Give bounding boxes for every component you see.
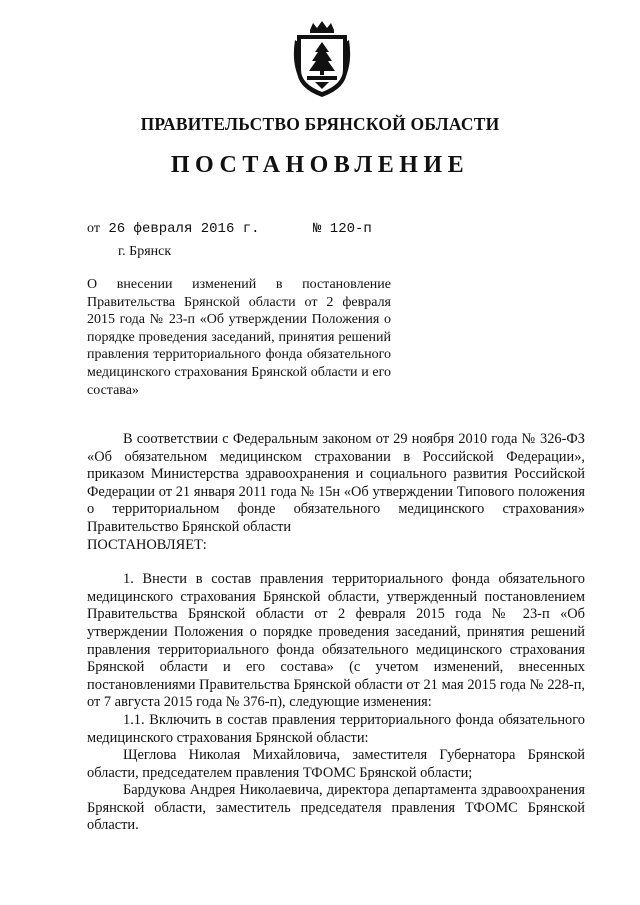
document-city: г. Брянск	[118, 244, 172, 259]
date-value: 26 февраля 2016 г.	[108, 221, 260, 237]
document-date	[87, 221, 260, 237]
paragraph-1-1-a: Щеглова Николая Михайловича, заместителя Губернатора Брянской области, председателем правления ТФОМС Брянской области;	[87, 747, 585, 781]
preamble-paragraph: В соответствии с Федеральным законом от 29 ноября 2010 года № 326-ФЗ «Об обязательном медицинском страховании в Российской Федерации», приказом Министерства здравоохранения и социального развития Российской Федерации от 21 января 2011 года № 15н «Об утверждении Типового положения о территориальном фонде обязательного медицинского страхования» Правительство Брянской области	[87, 431, 585, 535]
date-prefix: от	[87, 221, 100, 236]
coat-of-arms-icon	[293, 20, 351, 100]
paragraph-1-1-b: Бардукова Андрея Николаевича, директора департамента здравоохранения Брянской области, заместитель председателя правления ТФОМС Брянской области.	[87, 782, 585, 834]
paragraph-1-1: 1.1. Включить в состав правления территориального фонда обязательного медицинского страхования Брянской области:	[87, 711, 585, 746]
document-subject: О внесении изменений в постановление Правительства Брянской области от 2 февраля 2015 года № 23-п «Об утверждении Положения о порядке проведения заседаний, принятия решений правления территориального фонда обязательного медицинского страхования Брянской области и его состава»	[87, 277, 391, 398]
document-number: № 120-п	[313, 221, 372, 237]
document-type-title: ПОСТАНОВЛЕНИЕ	[170, 152, 470, 178]
document-body	[87, 431, 585, 835]
paragraph-1: 1. Внести в состав правления территориального фонда обязательного медицинского страхования Брянской области, утвержденный постановлением Правительства Брянской области от 2 февраля 2015 года № 23-п «Об утверждении Положения о порядке проведения заседаний, принятия решений правления территориального фонда обязательного медицинского страхования Брянской области и его состава» (с учетом изменений, внесенных постановлениями Правительства Брянской области от 21 мая 2015 года № 228-п, от 7 августа 2015 года № 376-п), следующие изменения:	[87, 571, 585, 711]
decree-word: ПОСТАНОВЛЯЕТ:	[87, 536, 207, 553]
government-title: ПРАВИТЕЛЬСТВО БРЯНСКОЙ ОБЛАСТИ	[140, 114, 500, 134]
